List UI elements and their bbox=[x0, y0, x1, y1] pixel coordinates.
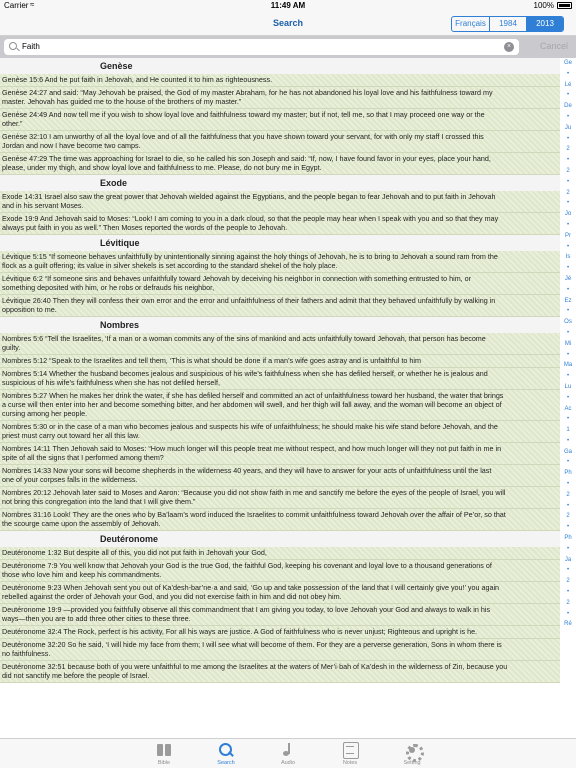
section-header: Deutéronome bbox=[0, 531, 560, 547]
verse-row[interactable] bbox=[0, 487, 560, 509]
index-dot[interactable]: • bbox=[566, 567, 570, 574]
verse-row[interactable] bbox=[0, 87, 560, 109]
verse-text: Nombres 5:12 “Speak to the Israelites and tell them, ‘This is what should be done if a man’s wife goes astray and is unfaithful to him bbox=[2, 356, 421, 365]
segment-francais[interactable]: Français bbox=[455, 19, 486, 28]
verse-row[interactable] bbox=[0, 368, 560, 390]
index-dot[interactable]: • bbox=[566, 610, 570, 617]
tab-label: Audio bbox=[280, 760, 296, 766]
index-letter[interactable]: Lu bbox=[564, 383, 572, 390]
verse-text: no faithfulness. bbox=[2, 649, 51, 658]
verse-row[interactable] bbox=[0, 109, 560, 131]
index-dot[interactable]: • bbox=[566, 308, 570, 315]
verse-row[interactable] bbox=[0, 443, 560, 465]
index-dot[interactable]: • bbox=[566, 524, 570, 531]
index-letter[interactable]: Ez bbox=[564, 297, 572, 304]
verse-row[interactable] bbox=[0, 582, 560, 604]
verse-text: Deutéronome 32:4 The Rock, perfect is his activity, For all his ways are justice. A God of faithfulness who is never unjust; Righteous and upright is he. bbox=[2, 627, 478, 636]
verse-row[interactable] bbox=[0, 191, 560, 213]
verse-text: Nombres 14:11 Then Jehovah said to Moses: “How much longer will this people treat me without respect, and how much longer will they not put faith in me in bbox=[2, 444, 502, 453]
status-time: 11:49 AM bbox=[270, 1, 306, 10]
cancel-button[interactable]: Cancel bbox=[539, 41, 568, 51]
index-dot[interactable]: • bbox=[566, 459, 570, 466]
index-letter[interactable]: Lé bbox=[564, 81, 572, 88]
verse-text: not bring this congregation into the land that I will give them.” bbox=[2, 497, 196, 506]
index-letter[interactable]: Ma bbox=[563, 362, 573, 369]
segment-1984[interactable]: 1984 bbox=[489, 17, 526, 31]
index-letter[interactable]: Jé bbox=[564, 275, 572, 282]
verse-text: Genèse 24:27 and said: “May Jehovah be praised, the God of my master Abraham, for he has not abandoned his loyal love and his faithfulness toward my bbox=[2, 88, 493, 97]
verse-text: those who love him and keep his commandments. bbox=[2, 570, 162, 579]
index-letter[interactable]: 1 bbox=[566, 427, 570, 434]
verse-text: spite of all the signs that I performed among them? bbox=[2, 453, 164, 462]
verse-text: Deutéronome 7:9 You well know that Jehovah your God is the true God, the faithful God, keeping his covenant and loyal love to a thousand generations of bbox=[2, 561, 492, 570]
verse-text: Nombres 5:30 or in the case of a man who becomes jealous and suspects his wife of unfaithfulness; he should make his wife stand before Jehovah, and the bbox=[2, 422, 498, 431]
index-dot[interactable]: • bbox=[566, 351, 570, 358]
index-dot[interactable]: • bbox=[566, 394, 570, 401]
verse-row[interactable] bbox=[0, 639, 560, 661]
verse-row[interactable] bbox=[0, 604, 560, 626]
wifi-icon: ≈ bbox=[30, 0, 35, 9]
gear-icon bbox=[404, 742, 420, 758]
index-letter[interactable]: De bbox=[564, 103, 572, 110]
index-letter[interactable]: Ph bbox=[564, 535, 572, 542]
verse-row[interactable] bbox=[0, 421, 560, 443]
index-letter[interactable]: Jo bbox=[564, 211, 572, 218]
index-letter[interactable]: 2 bbox=[566, 491, 570, 498]
index-dot[interactable]: • bbox=[566, 437, 570, 444]
index-dot[interactable]: • bbox=[566, 502, 570, 509]
verse-text: suspicious of his wife’s faithfulness when she has not defiled herself, bbox=[2, 378, 221, 387]
index-letter[interactable]: Os bbox=[564, 319, 572, 326]
index-letter[interactable]: 2 bbox=[566, 189, 570, 196]
verse-text: master. Jehovah has guided me to the house of the brothers of my master.” bbox=[2, 97, 242, 106]
tab-audio[interactable] bbox=[258, 739, 318, 768]
verse-text: Nombres 14:33 Now your sons will become shepherds in the wilderness 40 years, and they will have to answer for your acts of unfaithfulness until the last bbox=[2, 466, 492, 475]
verse-row[interactable] bbox=[0, 355, 560, 368]
verse-text: Lévitique 5:15 “If someone behaves unfaithfully by unintentionally sinning against the holy things of Jehovah, he is to bring to Jehovah a sound ram from the bbox=[2, 252, 498, 261]
verse-row[interactable] bbox=[0, 560, 560, 582]
verse-text: rebelled against the order of Jehovah your God, and you did not exercise faith in him and did not obey him. bbox=[2, 592, 342, 601]
verse-text: Nombres 5:14 Whether the husband becomes jealous and suspicious of his wife’s faithfulness when she has defiled herself, or whether he is jealous and bbox=[2, 369, 488, 378]
page-title: Search bbox=[272, 18, 304, 28]
index-letter[interactable]: Is bbox=[565, 254, 571, 261]
verse-text: cursing among her people. bbox=[2, 409, 88, 418]
verse-text: flock as a guilt offering; its value in silver shekels is set according to the standard shekel of the holy place. bbox=[2, 261, 338, 270]
index-dot[interactable]: • bbox=[566, 200, 570, 207]
search-results-list[interactable] bbox=[0, 58, 560, 738]
verse-text: one of your corpses falls in the wilderness. bbox=[2, 475, 138, 484]
verse-text: Genèse 15:6 And he put faith in Jehovah, and He counted it to him as righteousness. bbox=[2, 75, 273, 84]
tab-search[interactable] bbox=[196, 739, 256, 768]
index-dot[interactable]: • bbox=[566, 481, 570, 488]
tab-label: Notes bbox=[342, 760, 358, 766]
section-header: Exode bbox=[0, 175, 560, 191]
index-dot[interactable]: • bbox=[566, 221, 570, 228]
search-input-value: Faith bbox=[22, 42, 40, 51]
index-dot[interactable]: • bbox=[566, 243, 570, 250]
battery-icon bbox=[557, 2, 572, 9]
section-header: Lévitique bbox=[0, 235, 560, 251]
index-letter[interactable]: Ph bbox=[564, 470, 572, 477]
section-header: Nombres bbox=[0, 317, 560, 333]
music-note-icon bbox=[280, 742, 296, 758]
verse-text: Nombres 5:6 “Tell the Israelites, ‘If a man or a woman commits any of the sins of mankind and acts unfaithfully toward Jehovah, that person has become bbox=[2, 334, 486, 343]
tab-label: Setting bbox=[403, 760, 421, 766]
section-index[interactable] bbox=[560, 58, 576, 738]
index-letter[interactable]: 2 bbox=[566, 146, 570, 153]
index-dot[interactable]: • bbox=[566, 265, 570, 272]
verse-text: Genèse 47:29 The time was approaching for Israel to die, so he called his son Joseph and said: “If, now, I have found favor in your eyes, place your hand, bbox=[2, 154, 491, 163]
section-header: Genèse bbox=[0, 58, 560, 74]
verse-text: priest must carry out toward her all this law. bbox=[2, 431, 140, 440]
index-letter[interactable]: Pr bbox=[565, 232, 571, 239]
tab-label: Search bbox=[217, 760, 235, 766]
verse-row[interactable] bbox=[0, 390, 560, 421]
verse-text: Deutéronome 9:23 When Jehovah sent you out of Ka’desh-bar’ne·a and said, ‘Go up and take possession of the land that I will certainly give you!’ you again bbox=[2, 583, 500, 592]
verse-text: Nombres 5:27 When he makes her drink the water, if she has defiled herself and committed an act of unfaithfulness toward her husband, the water that brings bbox=[2, 391, 504, 400]
index-dot[interactable]: • bbox=[566, 157, 570, 164]
verse-row[interactable] bbox=[0, 661, 560, 683]
notes-icon bbox=[342, 742, 358, 758]
nav-bar bbox=[0, 12, 576, 36]
index-dot[interactable]: • bbox=[566, 373, 570, 380]
search-input[interactable] bbox=[4, 39, 519, 55]
verse-row[interactable] bbox=[0, 509, 560, 531]
verse-text: Nombres 20:12 Jehovah later said to Moses and Aaron: “Because you did not show faith in me and sanctify me before the eyes of the people of Israel, you will bbox=[2, 488, 506, 497]
verse-row[interactable] bbox=[0, 273, 560, 295]
tab-bible[interactable] bbox=[134, 739, 194, 768]
index-letter[interactable]: Ré bbox=[564, 621, 572, 628]
verse-text: always put faith in you as well.” Then Moses reported the words of the people to Jehovah. bbox=[2, 223, 288, 232]
verse-text: Genèse 32:10 I am unworthy of all the loyal love and of all the faithfulness that you have shown toward your servant, for with only my staff I crossed this bbox=[2, 132, 484, 141]
verse-text: other.” bbox=[2, 119, 23, 128]
verse-row[interactable] bbox=[0, 131, 560, 153]
verse-text: Deutéronome 1:32 But despite all of this, you did not put faith in Jehovah your God, bbox=[2, 548, 267, 557]
verse-text: a curse will then enter into her and become something bitter, and her abdomen will swell, and her thigh will fall away, and the woman will become an object of bbox=[2, 400, 502, 409]
language-segmented-control[interactable] bbox=[451, 16, 564, 32]
index-dot[interactable]: • bbox=[566, 135, 570, 142]
verse-text: Exode 14:31 Israel also saw the great power that Jehovah wielded against the Egyptians, and the people began to fear Jehovah and to put faith in Jehovah bbox=[2, 192, 496, 201]
verse-row[interactable] bbox=[0, 333, 560, 355]
index-dot[interactable]: • bbox=[566, 416, 570, 423]
verse-text: Genèse 24:49 And now tell me if you wish to show loyal love and faithfulness toward my master; but if not, tell me, so that I may proceed one way or the bbox=[2, 110, 485, 119]
tab-bar bbox=[0, 738, 576, 768]
verse-text: Jordan and now I have become two camps. bbox=[2, 141, 141, 150]
index-letter[interactable]: Ac bbox=[564, 405, 572, 412]
verse-text: opposition to me. bbox=[2, 305, 57, 314]
verse-text: Exode 19:9 And Jehovah said to Moses: “Look! I am coming to you in a dark cloud, so that the people may hear when I speak with you and so that they may bbox=[2, 214, 499, 223]
verse-text: Lévitique 6:2 “If someone sins and behaves unfaithfully toward Jehovah by deceiving his neighbor in connection with something entrusted to him, or bbox=[2, 274, 472, 283]
index-letter[interactable]: Ju bbox=[564, 124, 572, 131]
index-dot[interactable]: • bbox=[566, 589, 570, 596]
search-icon bbox=[9, 42, 17, 50]
clear-icon[interactable]: × bbox=[504, 42, 514, 52]
book-icon bbox=[156, 742, 172, 758]
verse-row[interactable] bbox=[0, 465, 560, 487]
index-letter[interactable]: 2 bbox=[566, 578, 570, 585]
index-dot[interactable]: • bbox=[566, 329, 570, 336]
index-letter[interactable]: Mi bbox=[564, 340, 572, 347]
verse-text: please, under my thigh, and show loyal love and faithfulness to me. Please, do not bury me in Egypt. bbox=[2, 163, 322, 172]
verse-row[interactable] bbox=[0, 213, 560, 235]
index-letter[interactable]: 2 bbox=[566, 513, 570, 520]
status-bar bbox=[0, 0, 576, 12]
index-dot[interactable]: • bbox=[566, 70, 570, 77]
index-letter[interactable]: Ga bbox=[563, 448, 572, 455]
index-letter[interactable]: Ge bbox=[563, 60, 572, 66]
verse-row[interactable] bbox=[0, 295, 560, 317]
tab-label: Bible bbox=[157, 760, 171, 766]
battery-percent: 100% bbox=[533, 1, 554, 10]
index-letter[interactable]: 2 bbox=[566, 167, 570, 174]
verse-text: Nombres 31:16 Look! They are the ones who by Ba’laam’s word induced the Israelites to commit unfaithfulness toward Jehovah over the affair of Pe’or, so that bbox=[2, 510, 506, 519]
verse-text: Deutéronome 32:51 because both of you were unfaithful to me among the Israelites at the waters of Mer’i·bah of Ka’desh in the wilderness of Zin, because you bbox=[2, 662, 508, 671]
verse-text: something deposited with him, or he robs or defrauds his neighbor, bbox=[2, 283, 215, 292]
verse-text: Lévitique 26:40 Then they will confess their own error and the error and unfaithfulness of their fathers and admit that they behaved unfaithfully by walking in bbox=[2, 296, 496, 305]
search-icon bbox=[218, 742, 234, 758]
verse-row[interactable] bbox=[0, 626, 560, 639]
index-dot[interactable]: • bbox=[566, 545, 570, 552]
verse-row[interactable] bbox=[0, 74, 560, 87]
index-dot[interactable]: • bbox=[566, 92, 570, 99]
verse-text: Deutéronome 19:9 —provided you faithfully observe all this commandment that I am giving you today, to love Jehovah your God and always to walk in his bbox=[2, 605, 491, 614]
verse-row[interactable] bbox=[0, 251, 560, 273]
tab-notes[interactable] bbox=[320, 739, 380, 768]
verse-row[interactable] bbox=[0, 153, 560, 175]
verse-row[interactable] bbox=[0, 547, 560, 560]
segment-2013[interactable]: 2013 bbox=[526, 17, 563, 31]
index-letter[interactable]: Ja bbox=[564, 556, 572, 563]
verse-text: did not sanctify me before the people of Israel. bbox=[2, 671, 150, 680]
index-dot[interactable]: • bbox=[566, 178, 570, 185]
index-dot[interactable]: • bbox=[566, 113, 570, 120]
index-dot[interactable]: • bbox=[566, 286, 570, 293]
tab-setting[interactable] bbox=[382, 739, 442, 768]
verse-text: guilty. bbox=[2, 343, 21, 352]
carrier-label: Carrier bbox=[4, 1, 29, 10]
verse-text: ways—then you are to add three other cities to these three. bbox=[2, 614, 191, 623]
verse-text: the scourge came upon the assembly of Jehovah. bbox=[2, 519, 161, 528]
index-letter[interactable]: 2 bbox=[566, 599, 570, 606]
verse-text: and in his servant Moses. bbox=[2, 201, 84, 210]
verse-text: Deutéronome 32:20 So he said, ‘I will hide my face from them; I will see what will become of them. For they are a perverse generation, Sons in whom there is bbox=[2, 640, 502, 649]
search-bar bbox=[0, 36, 576, 58]
